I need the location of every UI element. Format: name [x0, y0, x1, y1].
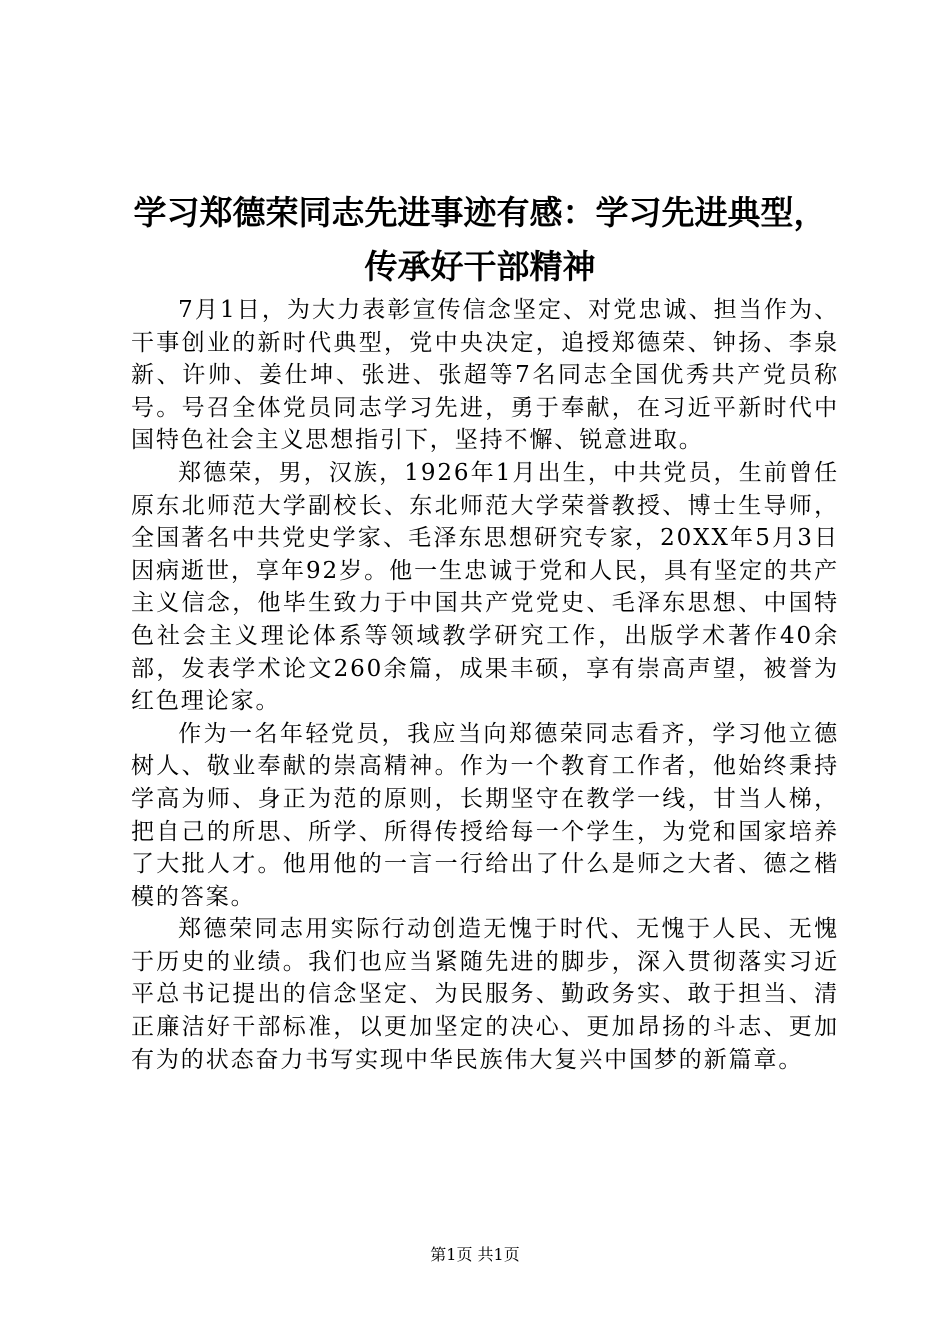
document-body — [131, 294, 839, 1076]
paragraph-1: 7月1日，为大力表彰宣传信念坚定、对党忠诚、担当作为、干事创业的新时代典型，党中央决定，追授郑德荣、钟扬、李泉新、许帅、姜仕坤、张进、张超等7名同志全国优秀共产党员称号。号召全体党员同志学习先进，勇于奉献，在习近平新时代中国特色社会主义思想指引下，坚持不懈、锐意进取。 — [131, 297, 839, 454]
document-title — [100, 186, 860, 294]
paragraph-3: 作为一名年轻党员，我应当向郑德荣同志看齐，学习他立德树人、敬业奉献的崇高精神。作为一个教育工作者，他始终秉持学高为师、身正为范的原则，长期坚守在教学一线，甘当人梯，把自己的所思、所学、所得传授给每一个学生，为党和国家培养了大批人才。他用他的一言一行给出了什么是师之大者、德之楷模的答案。 — [131, 720, 839, 910]
title-line-2: 传承好干部精神 — [364, 247, 596, 286]
paragraph-2: 郑德荣，男，汉族，1926年1月出生，中共党员，生前曾任原东北师范大学副校长、东北师范大学荣誉教授、博士生导师，全国著名中共党史学家、毛泽东思想研究专家，20XX年5月3日因病逝世，享年92岁。他一生忠诚于党和人民，具有坚定的共产主义信念，他毕生致力于中国共产党党史、毛泽东思想、中国特色社会主义理论体系等领域教学研究工作，出版学术著作40余部，发表学术论文260余篇，成果丰硕，享有崇高声望，被誉为红色理论家。 — [131, 459, 839, 715]
title-line-1: 学习郑德荣同志先进事迹有感：学习先进典型， — [133, 193, 827, 232]
page-footer: 第1页 共1页 — [430, 1245, 520, 1264]
paragraph-4: 郑德荣同志用实际行动创造无愧于时代、无愧于人民、无愧于历史的业绩。我们也应当紧随先进的脚步，深入贯彻落实习近平总书记提出的信念坚定、为民服务、勤政务实、敢于担当、清正廉洁好干部标准，以更加坚定的决心、更加昂扬的斗志、更加有为的状态奋力书写实现中华民族伟大复兴中国梦的新篇章。 — [131, 916, 839, 1073]
